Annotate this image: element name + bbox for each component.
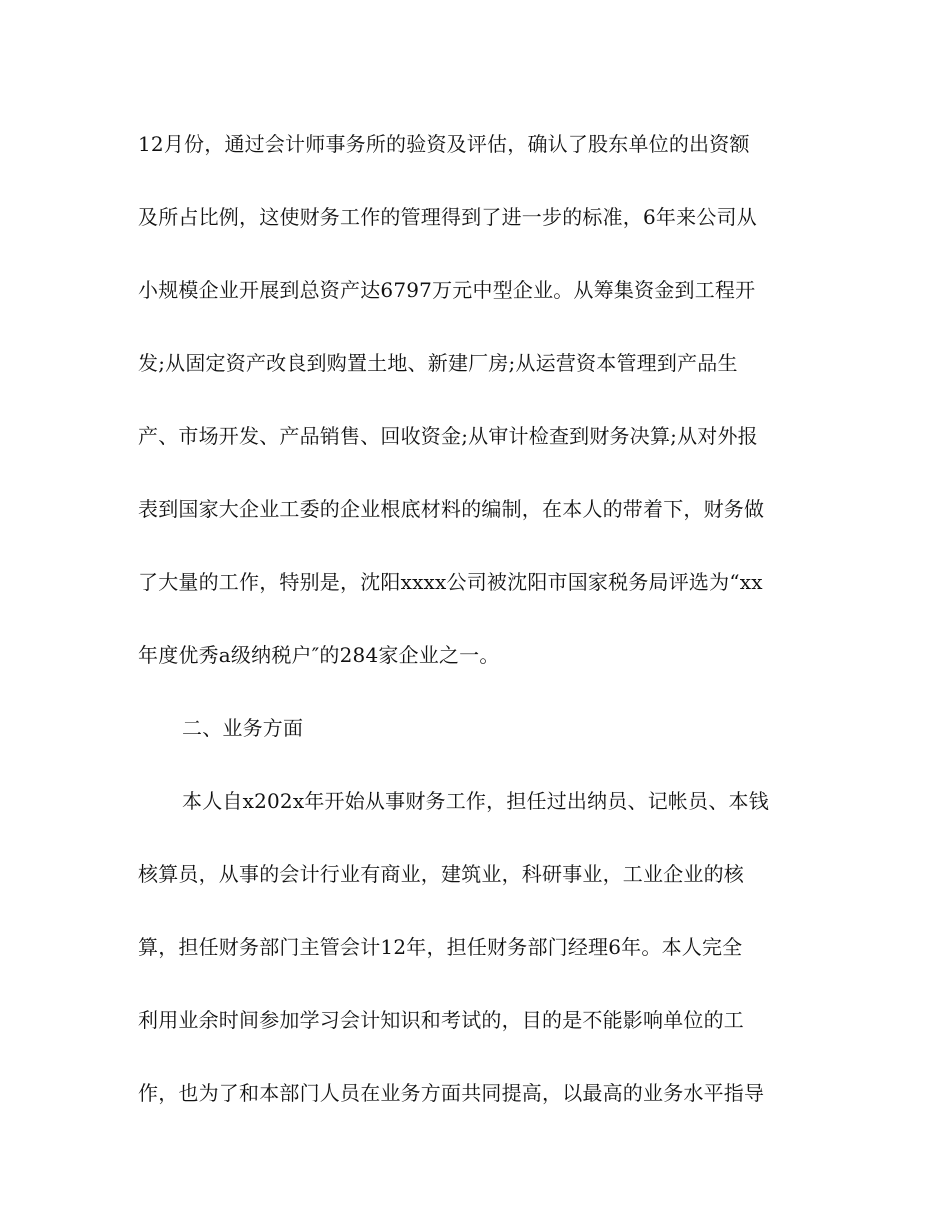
body-text-line: 表到国家大企业工委的企业根底材料的编制，在本人的带着下，财务做 [138,497,765,521]
body-text-line: 发;从固定资产改良到购置土地、新建厂房;从运营资本管理到产品生 [138,351,738,375]
body-text-line: 及所占比例，这使财务工作的管理得到了进一步的标准，6年来公司从 [138,205,757,229]
body-text-line: 利用业余时间参加学习会计知识和考试的，目的是不能影响单位的工 [138,1008,744,1032]
body-text-line: 本人自x202x年开始从事财务工作，担任过出纳员、记帐员、本钱 [182,789,769,813]
body-text-line: 作，也为了和本部门人员在业务方面共同提高，以最高的业务水平指导 [138,1081,765,1105]
body-text-line: 小规模企业开展到总资产达6797万元中型企业。从筹集资金到工程开 [138,278,756,302]
body-text-line: 了大量的工作，特别是，沈阳xxxx公司被沈阳市国家税务局评选为“xx [138,570,763,594]
body-text-line: 算，担任财务部门主管会计12年，担任财务部门经理6年。本人完全 [138,935,743,959]
section-heading: 二、业务方面 [182,716,304,740]
body-text-line: 核算员，从事的会计行业有商业，建筑业，科研事业，工业企业的核 [138,862,744,886]
body-text-line: 年度优秀a级纳税户″的284家企业之一。 [138,643,500,667]
body-text-line: 产、市场开发、产品销售、回收资金;从审计检查到财务决算;从对外报 [138,424,758,448]
body-text-line: 12月份，通过会计师事务所的验资及评估，确认了股东单位的出资额 [138,132,750,156]
